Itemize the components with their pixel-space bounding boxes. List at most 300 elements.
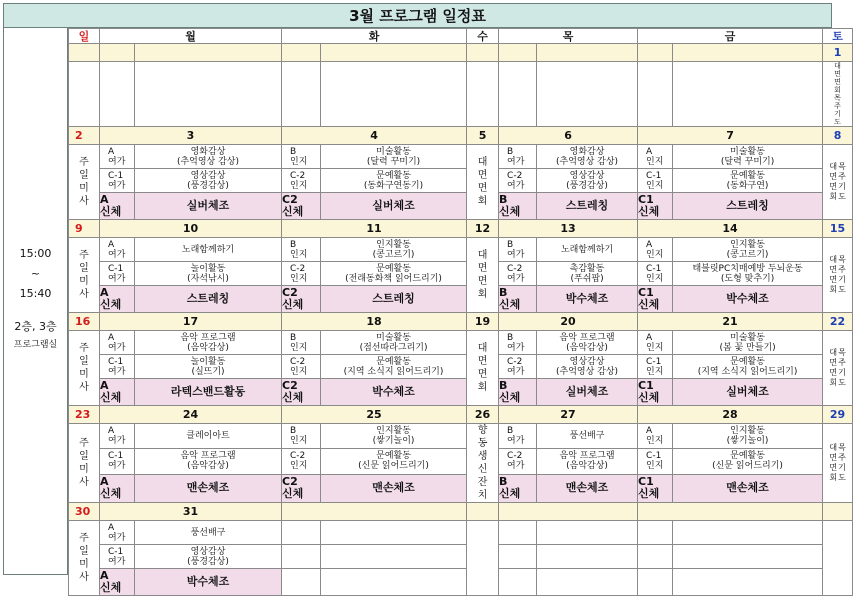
group-type: 신체 xyxy=(100,487,122,501)
text-line: (도형 맞추기) xyxy=(720,273,775,284)
group-code: C-1 xyxy=(108,451,124,462)
activity-cell xyxy=(135,262,282,286)
sat-text xyxy=(823,255,852,295)
text-line: 클레이아트 xyxy=(186,431,230,442)
location xyxy=(4,318,67,354)
text-line: 도 xyxy=(834,118,841,126)
text-line: 문예활동 xyxy=(730,170,765,181)
text-line: 면 xyxy=(829,182,838,191)
text-line: 목 xyxy=(834,94,841,102)
date-mon: 10 xyxy=(100,220,282,238)
group-type: 인지 xyxy=(290,180,308,191)
group-type: 인지 xyxy=(290,249,308,260)
date-sun: 23 xyxy=(69,406,100,424)
text-line: 면 xyxy=(829,358,838,367)
group-code: B xyxy=(290,426,297,437)
group-type: 신체 xyxy=(638,487,660,501)
date-tue: 18 xyxy=(282,313,467,331)
text-line: (쌓기놀이) xyxy=(726,436,769,447)
text-line: 면 xyxy=(477,276,488,287)
activity-cell xyxy=(135,521,282,545)
group-type: 신체 xyxy=(499,487,521,501)
text-line: 대 xyxy=(477,343,488,354)
group-type: 여가 xyxy=(507,156,525,167)
text-line: 대 xyxy=(477,157,488,168)
group-cell xyxy=(638,238,673,262)
text-line: 노래함께하기 xyxy=(560,244,614,255)
group-type: 신체 xyxy=(638,391,660,404)
text-line: (쌓기놀이) xyxy=(372,436,415,447)
activity-cell xyxy=(135,169,282,193)
activity-cell xyxy=(673,262,823,286)
date-mon: 31 xyxy=(100,503,282,521)
group-type: 인지 xyxy=(646,436,664,447)
time-end: 15:40 xyxy=(19,287,52,300)
activity-cell xyxy=(537,331,638,355)
group-type: 인지 xyxy=(290,366,308,377)
date-mon: 17 xyxy=(100,313,282,331)
text-line: 치 xyxy=(477,490,488,501)
group-cell xyxy=(499,331,537,355)
group-code: A xyxy=(100,569,109,582)
location-floor: 2층, 3층 xyxy=(14,320,57,333)
group-code: A xyxy=(100,193,109,206)
text-line: 실버체조 xyxy=(186,199,230,212)
group-code: A xyxy=(108,146,115,157)
text-line: (동화구연) xyxy=(726,180,769,191)
text-line: 일 xyxy=(79,170,89,181)
activity-cell xyxy=(673,145,823,169)
activity-cell xyxy=(673,474,823,502)
empty-cell xyxy=(100,62,135,127)
sat-activity xyxy=(823,424,853,503)
header-sun: 일 xyxy=(69,29,100,44)
text-line: 스트레칭 xyxy=(726,199,769,212)
group-cell xyxy=(638,449,673,474)
text-line: (콩고르기) xyxy=(372,249,415,260)
text-line: 음악 프로그램 xyxy=(180,451,236,462)
text-line: 목 xyxy=(838,162,846,171)
group-cell xyxy=(638,474,673,502)
group-cell xyxy=(282,449,321,474)
group-cell xyxy=(282,424,321,449)
text-line: 사 xyxy=(79,477,89,488)
empty-date-cell xyxy=(673,44,823,62)
group-cell xyxy=(499,238,537,262)
sat-activity xyxy=(823,238,853,313)
group-type: 여가 xyxy=(507,461,525,472)
group-code: A xyxy=(100,379,109,392)
text-line: 면 xyxy=(477,170,488,181)
activity-cell xyxy=(321,355,467,379)
text-line: 미술활동 xyxy=(376,332,411,343)
text-line: 놀이활동 xyxy=(190,263,226,274)
date-fri: 21 xyxy=(638,313,823,331)
group-code: C1 xyxy=(638,475,654,489)
text-line: 박수체조 xyxy=(565,292,609,305)
group-code: C-1 xyxy=(108,170,124,181)
text-line: 미술활동 xyxy=(376,146,411,157)
group-code: C-2 xyxy=(290,451,306,462)
time-range xyxy=(4,244,67,304)
empty-cell xyxy=(673,62,823,127)
text-line: (봄 꽃 만들기) xyxy=(719,342,776,353)
group-cell xyxy=(282,238,321,262)
text-line: 면 xyxy=(477,263,488,274)
activity-cell xyxy=(135,474,282,502)
text-line: 주 xyxy=(79,438,89,449)
empty-cell xyxy=(638,62,673,127)
header-fri: 금 xyxy=(638,29,823,44)
group-type: 신체 xyxy=(499,205,521,218)
text-line: 주 xyxy=(838,172,846,181)
group-cell xyxy=(282,286,321,313)
group-cell xyxy=(499,424,537,449)
text-line: (실뜨기) xyxy=(191,366,225,377)
group-cell xyxy=(100,521,135,545)
date-sat: 8 xyxy=(823,127,853,145)
group-cell xyxy=(499,145,537,169)
text-line: 인지활동 xyxy=(376,426,411,437)
group-cell xyxy=(282,355,321,379)
date-thu: 20 xyxy=(499,313,638,331)
empty-cell xyxy=(537,545,638,569)
empty-cell xyxy=(499,545,537,569)
text-line: 대 xyxy=(829,162,838,171)
wed-activity xyxy=(467,424,499,503)
empty-date-cell xyxy=(467,44,499,62)
group-cell xyxy=(100,286,135,313)
group-code: C-2 xyxy=(507,170,523,181)
text-line: 맨손체조 xyxy=(565,481,609,495)
activity-row xyxy=(69,238,853,262)
date-tue: 25 xyxy=(282,406,467,424)
text-line: 회 xyxy=(829,285,838,294)
activity-row xyxy=(69,193,853,220)
date-sat: 22 xyxy=(823,313,853,331)
text-line: 회 xyxy=(834,86,841,94)
group-code: C-1 xyxy=(108,546,124,557)
group-type: 신체 xyxy=(499,391,521,404)
date-sat: 1 xyxy=(823,44,853,62)
group-cell xyxy=(282,193,321,220)
activity-cell xyxy=(135,545,282,569)
group-cell xyxy=(499,379,537,406)
header-mon: 월 xyxy=(100,29,282,44)
text-line: 사 xyxy=(79,572,89,583)
group-type: 인지 xyxy=(290,156,308,167)
group-code: B xyxy=(507,239,514,250)
empty-cell xyxy=(537,62,638,127)
group-cell xyxy=(499,449,537,474)
date-fri: 28 xyxy=(638,406,823,424)
text-line: 회 xyxy=(829,192,838,201)
group-type: 인지 xyxy=(290,342,308,353)
empty-cell xyxy=(282,545,321,569)
text-line: (추억영상 감상) xyxy=(176,156,240,167)
group-code: C-1 xyxy=(646,356,662,367)
empty-cell xyxy=(673,521,823,545)
text-line: 면 xyxy=(477,369,488,380)
group-cell xyxy=(100,355,135,379)
group-type: 신체 xyxy=(100,298,122,311)
sat-col-1 xyxy=(829,255,837,295)
sat-text xyxy=(823,348,852,388)
date-thu: 6 xyxy=(499,127,638,145)
group-type: 여가 xyxy=(507,342,525,353)
text-line: 일 xyxy=(79,356,89,367)
activity-cell xyxy=(321,193,467,220)
empty-cell xyxy=(282,62,321,127)
text-line: 향 xyxy=(477,425,488,436)
text-line: 음악 프로그램 xyxy=(559,332,615,343)
wed-activity xyxy=(467,145,499,220)
text-line: 스트레칭 xyxy=(565,199,609,212)
text-line: 면 xyxy=(477,183,488,194)
group-cell xyxy=(499,262,537,286)
empty-cell xyxy=(499,62,537,127)
text-line: 회 xyxy=(477,382,488,393)
empty-cell xyxy=(135,62,282,127)
time-column xyxy=(3,28,68,575)
text-line: 문예활동 xyxy=(376,170,411,181)
group-cell xyxy=(100,262,135,286)
group-code: A xyxy=(646,146,653,157)
date-row xyxy=(69,220,853,238)
text-line: 맨손체조 xyxy=(186,481,230,495)
text-line: 박수체조 xyxy=(372,385,415,398)
group-code: C-2 xyxy=(507,451,523,462)
activity-cell xyxy=(673,424,823,449)
text-line: 주 xyxy=(838,358,846,367)
group-code: A xyxy=(108,239,115,250)
text-line: 영상감상 xyxy=(569,356,605,367)
text-line: 일 xyxy=(79,546,89,557)
text-line: 기 xyxy=(834,110,841,118)
empty-date-cell xyxy=(499,44,537,62)
group-cell xyxy=(638,262,673,286)
text-line: 미술활동 xyxy=(730,332,765,343)
activity-row xyxy=(69,355,853,379)
activity-cell xyxy=(135,238,282,262)
date-sat: 15 xyxy=(823,220,853,238)
group-code: A xyxy=(100,475,109,489)
group-cell xyxy=(282,145,321,169)
group-type: 신체 xyxy=(499,298,521,311)
group-cell xyxy=(100,569,135,596)
header-sat: 토 xyxy=(823,29,853,44)
activity-cell xyxy=(537,262,638,286)
empty-date-cell xyxy=(135,44,282,62)
activity-row xyxy=(69,145,853,169)
text-line: 면 xyxy=(829,463,838,472)
text-line: 미 xyxy=(79,276,89,287)
sun-mass xyxy=(69,145,100,220)
group-cell xyxy=(499,286,537,313)
group-type: 여가 xyxy=(108,342,126,353)
date-wed: 26 xyxy=(467,406,499,424)
text-line: (동화구연동기) xyxy=(363,180,424,191)
time-start: 15:00 xyxy=(19,247,52,260)
activity-cell xyxy=(135,331,282,355)
text-line: (전래동화책 읽어드리기) xyxy=(345,273,442,284)
text-line: 면 xyxy=(829,265,838,274)
empty-cell xyxy=(673,569,823,596)
activity-cell xyxy=(321,379,467,406)
empty-date-cell xyxy=(69,44,100,62)
text-line: 신 xyxy=(477,464,488,475)
group-cell xyxy=(638,193,673,220)
text-line: 동 xyxy=(477,438,488,449)
group-code: C-1 xyxy=(646,451,662,462)
schedule-table xyxy=(68,28,853,596)
text-line: (추억영상 감상) xyxy=(556,366,619,377)
text-line: (달력 꾸미기) xyxy=(720,156,775,167)
group-code: C-1 xyxy=(646,170,662,181)
activity-cell xyxy=(135,569,282,596)
text-line: 목 xyxy=(838,348,846,357)
text-line: 기 xyxy=(838,275,846,284)
empty-cell xyxy=(282,521,321,545)
sun-mass xyxy=(69,424,100,503)
activity-cell xyxy=(321,169,467,193)
text-line: (자석낚시) xyxy=(187,273,229,284)
group-cell xyxy=(100,238,135,262)
group-cell xyxy=(282,331,321,355)
empty-cell xyxy=(638,569,673,596)
activity-row xyxy=(69,424,853,449)
activity-cell xyxy=(673,193,823,220)
activity-cell xyxy=(321,424,467,449)
date-sun: 16 xyxy=(69,313,100,331)
group-code: B xyxy=(499,286,508,299)
group-type: 인지 xyxy=(290,273,308,284)
activity-cell xyxy=(135,193,282,220)
text-line: 잔 xyxy=(477,477,488,488)
activity-cell xyxy=(135,379,282,406)
activity-cell xyxy=(537,238,638,262)
group-type: 여가 xyxy=(108,273,126,284)
date-row xyxy=(69,313,853,331)
text-line: (지역 소식지 읽어드리기) xyxy=(697,366,798,377)
text-line: 맨손체조 xyxy=(726,481,769,495)
group-code: B xyxy=(499,379,508,392)
group-code: A xyxy=(108,426,115,437)
group-code: A xyxy=(646,332,653,343)
text-line: 도 xyxy=(838,473,846,482)
group-type: 여가 xyxy=(108,461,126,472)
text-line: 놀이활동 xyxy=(190,356,226,367)
group-type: 신체 xyxy=(100,205,122,218)
text-line: 회 xyxy=(829,378,838,387)
group-code: A xyxy=(108,522,115,533)
text-line: 스트레칭 xyxy=(372,292,415,305)
group-type: 여가 xyxy=(108,556,126,567)
text-line: 주 xyxy=(838,265,846,274)
empty-date-cell xyxy=(100,44,135,62)
text-line: 생 xyxy=(477,451,488,462)
text-line: 대 xyxy=(829,348,838,357)
group-type: 여가 xyxy=(507,180,525,191)
text-line: 일 xyxy=(79,263,89,274)
text-line: 대 xyxy=(829,255,838,264)
activity-cell xyxy=(673,379,823,406)
empty-cell xyxy=(673,545,823,569)
group-code: C2 xyxy=(282,286,298,299)
text-line: 기 xyxy=(838,463,846,472)
text-line: 스트레칭 xyxy=(186,292,230,305)
activity-cell xyxy=(537,145,638,169)
text-line: 음악 프로그램 xyxy=(559,451,615,462)
text-line: 주 xyxy=(79,533,89,544)
time-separator: ~ xyxy=(30,267,41,280)
activity-cell xyxy=(537,193,638,220)
group-type: 인지 xyxy=(290,436,308,447)
text-line: 문예활동 xyxy=(376,263,411,274)
text-line: (푸쉬팝) xyxy=(570,273,604,284)
text-line: 회 xyxy=(477,196,488,207)
date-wed xyxy=(467,503,499,521)
group-type: 신체 xyxy=(282,205,304,218)
group-cell xyxy=(100,145,135,169)
group-type: 여가 xyxy=(108,180,126,191)
group-code: C1 xyxy=(638,193,654,206)
empty-cell xyxy=(69,62,100,127)
group-type: 인지 xyxy=(646,156,664,167)
group-type: 인지 xyxy=(290,461,308,472)
date-row xyxy=(69,44,853,62)
text-line: 풍선배구 xyxy=(190,527,226,538)
text-line: 미 xyxy=(79,559,89,570)
group-type: 신체 xyxy=(282,298,304,311)
text-line: 기 xyxy=(838,182,846,191)
group-type: 여가 xyxy=(507,249,525,260)
text-line: 대 xyxy=(477,250,488,261)
sat-col-2 xyxy=(838,162,846,202)
sat-text xyxy=(823,162,852,202)
text-line: 도 xyxy=(838,285,846,294)
text-line: 면 xyxy=(834,78,841,86)
date-wed: 19 xyxy=(467,313,499,331)
group-code: C-1 xyxy=(646,263,662,274)
sat-col-1 xyxy=(829,443,837,483)
text-line: 실버체조 xyxy=(565,385,609,398)
date-mon: 3 xyxy=(100,127,282,145)
group-type: 신체 xyxy=(100,581,122,594)
date-tue xyxy=(282,503,467,521)
activity-cell xyxy=(321,449,467,474)
activity-cell xyxy=(135,449,282,474)
text-line: 일 xyxy=(79,451,89,462)
text-line: 회 xyxy=(477,289,488,300)
date-wed: 12 xyxy=(467,220,499,238)
text-line: 주 xyxy=(79,343,89,354)
empty-cell xyxy=(823,521,853,596)
empty-cell xyxy=(467,521,499,596)
group-type: 신체 xyxy=(638,298,660,311)
text-line: 맨손체조 xyxy=(372,481,415,495)
text-line: (음악감상) xyxy=(566,342,608,353)
date-row xyxy=(69,127,853,145)
group-cell xyxy=(638,379,673,406)
sun-mass xyxy=(69,238,100,313)
group-type: 여가 xyxy=(108,436,126,447)
activity-cell xyxy=(537,474,638,502)
empty-date-cell xyxy=(321,44,467,62)
group-code: C-2 xyxy=(290,356,306,367)
empty-cell xyxy=(282,569,321,596)
date-tue: 4 xyxy=(282,127,467,145)
